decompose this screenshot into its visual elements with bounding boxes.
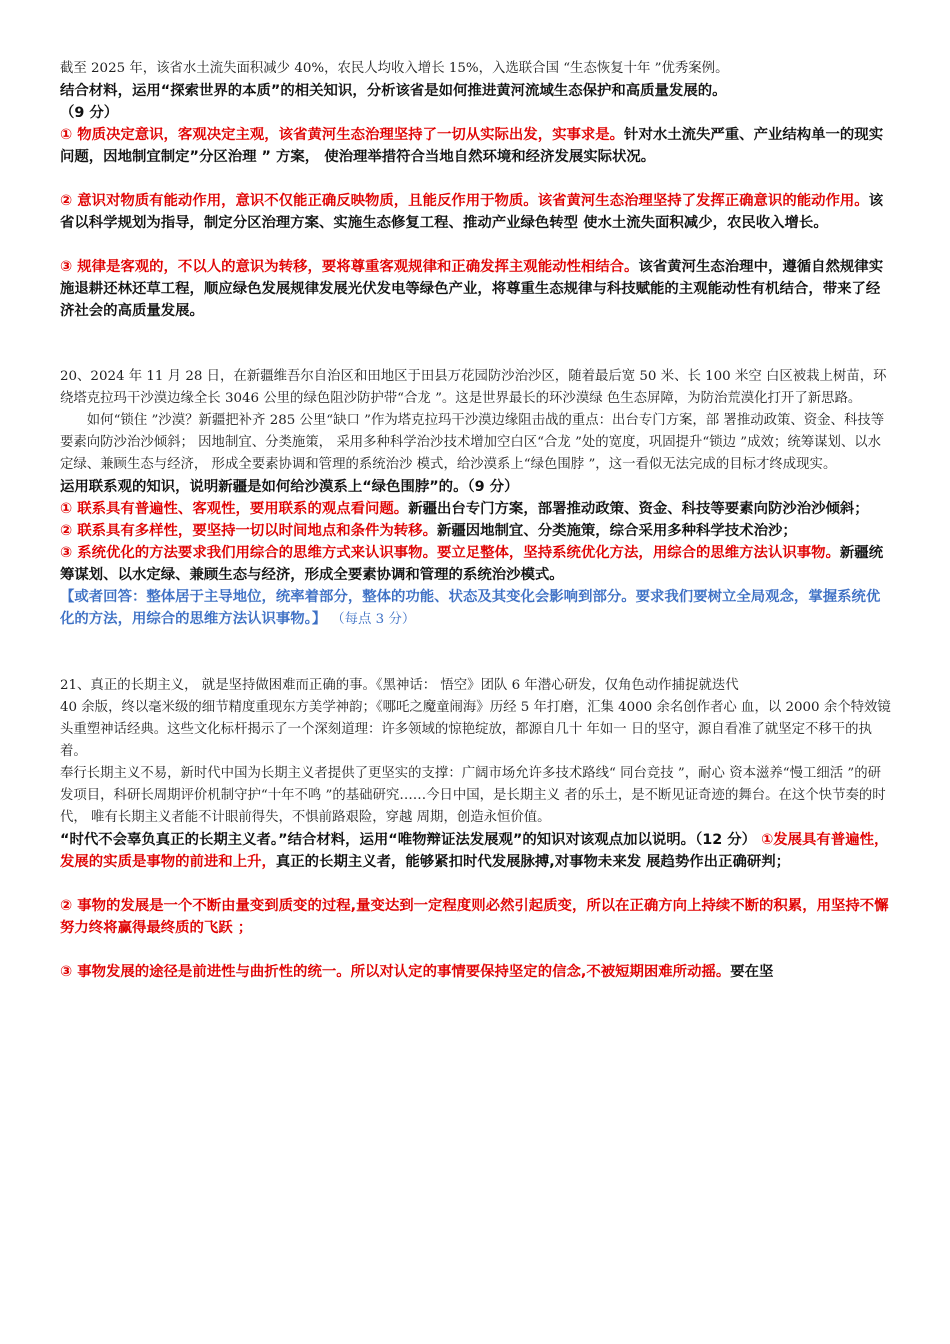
q20-per-point-score: （每点 3 分） [331,612,416,627]
q19-question [60,80,892,124]
q20-point-2-detail: 新疆因地制宜、分类施策，综合采用多种科学技术治沙； [436,523,797,539]
q21-material-1: 21、真正的长期主义， 就是坚持做困难而正确的事。《黑神话： 悟空》团队 6 年潜心研发，仅角色动作捕捉就迭代 [60,678,739,693]
q20-question: 运用联系观的知识，说明新疆是如何给沙漠系上“绿色围脖”的。（9 分） [60,479,519,495]
q20-point-1-key: ① 联系具有普遍性、客观性，要用联系的观点看问题。 [60,501,409,517]
q19-point-3 [60,256,892,322]
q20-point-1-detail: 新疆出台专门方案，部署推动政策、资金、科技等要素向防沙治沙倾斜； [408,501,869,517]
q21-point-3-detail: 要在坚 [730,964,774,980]
q21-point-3 [60,961,892,983]
q21-point-2-key: ② 事物的发展是一个不断由量变到质变的过程,量变达到一定程度则必然引起质变，所以在正确方向上持续不断的积累，用坚持不懈努力终将赢得最终质的飞跃 ； [60,898,889,936]
q19-score: （9 分） [60,105,119,121]
q19-point-2-detail: 该省以科学规划为指导，制定分区治理方案、实施生态修复工程、推动产业绿色转型 使水土流失面积减少，农民收入增长。 [60,193,884,231]
q19-material-end: 截至 2025 年，该省水土流失面积减少 40%，农民人均收入增长 15%，入选联合国 “生态恢复十年 ”优秀案例。 [60,61,729,76]
q21-question-and-point-1 [60,829,892,873]
q21-point-1-key: ①发展具有普遍性，发展的实质是事物的前进和上升， [60,832,889,870]
q21-question: “时代不会辜负真正的长期主义者。”结合材料，运用“唯物辩证法发展观”的知识对该观点加以说明。（12 分） [60,832,757,848]
q21-material-3: 奉行长期主义不易，新时代中国为长期主义者提供了更坚实的支撑：广阔市场允许多技术路线“ 同台竞技 ”，耐心 资本滋养“慢工细活 ”的研发项目，科研长周期评价机制守护“十年不鸣 ”的基础研究……今日中国，是长期主义 者的乐土，是不断见证奇迹的舞台。在这个快节奏的时代， 唯有长期主义者能不计眼前得失，不惧前路艰险，穿越 周期，创造永恒价值。 [60,766,886,825]
q20-material-1: 20、2024 年 11 月 28 日，在新疆维吾尔自治区和田地区于田县万花园防沙治沙区，随着最后宽 50 米、长 100 米空 白区被栽上树苗，环绕塔克拉玛干沙漠边缘全长 3046 公里的绿色阻沙防护带“合龙 ”。这是世界最长的环沙漠绿 色生态屏障，为防治荒漠化打开了新思路。 [60,369,887,406]
q19-point-1-key: ① 物质决定意识，客观决定主观，该省黄河生态治理坚持了一切从实际出发，实事求是。 [60,127,625,143]
q19-question-text: 结合材料，运用“探索世界的本质”的相关知识，分析该省是如何推进黄河流域生态保护和高质量发展的。 [60,83,727,99]
q20-point-3-key: ③ 系统优化的方法要求我们用综合的思维方式来认识事物。要立足整体，坚持系统优化方法，用综合的思维方法认识事物。 [60,545,840,561]
q20-alt-text: 【或者回答：整体居于主导地位，统率着部分，整体的功能、状态及其变化会影响到部分。要求我们要树立全局观念，掌握系统优化的方法，用综合的思维方法认识事物。】 [60,589,881,627]
q20-material-2: 如何“锁住 ”沙漠？新疆把补齐 285 公里“缺口 ”作为塔克拉玛干沙漠边缘阻击战的重点：出台专门方案，部 署推动政策、资金、科技等要素向防沙治沙倾斜； 因地制宜、分类施策， 采用多种科学治沙技术增加空白区“合龙 ”处的宽度，巩固提升“锁边 ”成效；统筹谋划、以水定绿、兼顾生态与经济， 形成全要素协调和管理的系统治沙 模式，给沙漠系上“绿色围脖 ”，这一看似无法完成的目标才终成现实。 [60,413,885,472]
q20-point-2-key: ② 联系具有多样性，要坚持一切以时间地点和条件为转移。 [60,523,437,539]
q19-point-2 [60,190,892,234]
q20-point-2 [60,520,892,542]
q19-point-3-key: ③ 规律是客观的，不以人的意识为转移，要将尊重客观规律和正确发挥主观能动性相结合。 [60,259,639,275]
q21-material-2: 40 余版，终以毫米级的细节精度重现东方美学神韵；《哪吒之魔童闹海》历经 5 年打磨，汇集 4000 余名创作者心 血，以 2000 余个特效镜头重塑神话经典。这些文化标杆揭示了一个深刻道理：许多领域的惊艳绽放，都源自几十 年如一 日的坚守，源自看准了就坚定不移干的执着。 [60,700,891,759]
q20-point-3 [60,542,892,586]
q20-point-1 [60,498,892,520]
q21-point-2 [60,895,892,939]
q20-alternative-answer [60,586,892,631]
q20-point-3-detail: 新疆统筹谋划、以水定绿、兼顾生态与经济，形成全要素协调和管理的系统治沙模式。 [60,545,884,583]
q21-point-1-detail: 真正的长期主义者，能够紧扣时代发展脉搏,对事物未来发 展趋势作出正确研判； [275,854,791,870]
q19-point-1-detail: 针对水土流失严重、产业结构单一的现实问题，因地制宜制定”分区治理 ” 方案， 使治理举措符合当地自然环境和经济发展实际状况。 [60,127,884,165]
q19-point-2-key: ② 意识对物质有能动作用，意识不仅能正确反映物质，且能反作用于物质。该省黄河生态治理坚持了发挥正确意识的能动作用。 [60,193,869,209]
q19-point-1 [60,124,892,168]
q19-point-3-detail: 该省黄河生态治理中，遵循自然规律实施退耕还林还草工程，顺应绿色发展规律发展光伏发电等绿色产业，将尊重生态规律与科技赋能的主观能动性有机结合，带来了经济社会的高质量发展。 [60,259,884,319]
q21-point-3-key: ③ 事物发展的途径是前进性与曲折性的统一。所以对认定的事情要保持坚定的信念,不被短期困难所动摇。 [60,964,731,980]
